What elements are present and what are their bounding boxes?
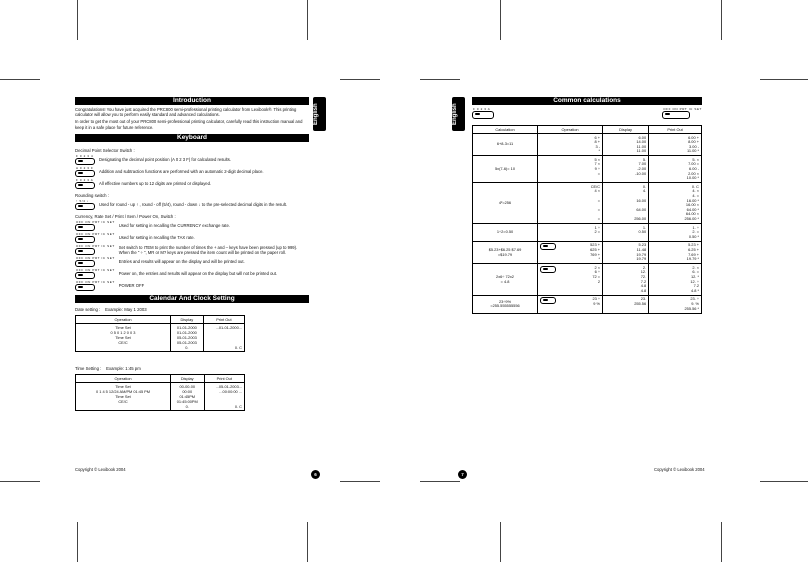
switch-ticks: OFF ON PRT IC SET (76, 219, 115, 224)
switch-ticks: OFF ON PRT IC SET (76, 279, 115, 284)
mode-switch-icon (75, 272, 95, 279)
currency-item: OFF ON PRT IC SET POWER OFF (75, 281, 309, 291)
switch-ticks: A 0 2 3 F (76, 165, 94, 170)
decimal-switch-icon (75, 158, 95, 165)
switch-ticks: ↑ 5/4 ↓ (76, 198, 90, 203)
time-setting-label: Time Setting : Example: 1:45 pm (75, 365, 141, 371)
copyright-left: Copyright © Lexibook 2004 (75, 467, 126, 472)
switch-ticks: F 0 2 3 A (473, 107, 491, 111)
switch-ticks: OFF ON PRT IC SET (76, 267, 115, 272)
table-row: 23÷9% =255.555555556 23 ÷ 9 % 23. 255.56 23. ÷ 9. % 255.56 * (473, 295, 702, 313)
mode-switch-icon (75, 260, 95, 267)
introduction-heading: Introduction (75, 97, 309, 105)
switch-icon (540, 266, 556, 273)
mode-switch-icon (75, 236, 95, 243)
date-setting-table: Operation Display Print Out Time Set 0 5 0 1 2 0 0 3 Time Set CE/C 01-01-2000 01-01-2000 05-01-2003 05-01-2003 0. ...01-01-2000... 0. C (75, 315, 245, 352)
switch-ticks: OFF ON PRT IC SET (76, 255, 115, 260)
decimal-switch-icon (75, 170, 95, 177)
decimal-item: F 0 2 3 4 Designating the decimal point position (A 0 2 3 F) for calculated results. (75, 155, 309, 165)
switch-icon (540, 243, 556, 250)
crop-mark (420, 481, 460, 482)
language-tab-left: English (313, 97, 326, 131)
copyright-right: Copyright © Lexibook 2004 (654, 467, 705, 472)
decimal-switch-icon (472, 111, 494, 119)
crop-mark (500, 522, 501, 562)
switch-ticks: F 0 2 3 A (76, 177, 94, 182)
calendar-heading: Calendar And Clock Setting (75, 295, 309, 303)
table-row: 2x6÷ 72x2 = 4.8 2 × 6 ÷ 72 = 2 2. 12. 72. 7.2 4.8 4.8 2. × 6. = 12. * 12. ÷ 7.2 4.8 * (473, 264, 702, 296)
right-page (472, 97, 702, 314)
currency-item: OFF ON PRT IC SET Power on, the entries and results will appear on the display but will not be printed out. (75, 269, 309, 279)
intro-paragraph-1: Congratulations! You have just acquired the PRC800 semi-professional printing calculator from Lexibook®. This printing calculator will allow you to perform easily standard and advanced calculations. (75, 107, 297, 118)
rounding-switch-icon (75, 203, 95, 210)
crop-mark (0, 79, 40, 80)
mode-switch-icon (75, 284, 95, 291)
crop-mark (721, 0, 722, 40)
table-row: 4²=256 CE/C 4 × = = = 0. 4. 16.00 64.00 256.00 0. C 4. × 4. = 16.00 * 16.00 × 64.00 * 64.00 × 256.00 * (473, 183, 702, 224)
top-switches (472, 108, 702, 119)
left-page (75, 97, 309, 411)
time-setting-table: Operation Display Print Out Time Set 0 1 4 5 12/24 AM/PM 01:45 PM Time Set CE/C 00-00-00 00:00 01:45PM 01:45:00PM 0. ...05-01-2003... ...00:00:00 ... 0. C (75, 374, 245, 411)
crop-mark (77, 0, 78, 40)
crop-mark (0, 481, 40, 482)
crop-mark (77, 522, 78, 562)
intro-paragraph-2: In order to get the most out of your PRC800 semi-professional printing calculator, carefully read this instruction manual and keep it in a safe place for future reference. (75, 119, 303, 130)
crop-mark (307, 522, 308, 562)
table-row: 1÷2=0.50 1 ÷ 2 = 1. 0.50 1. ÷ 2. = 0.50 * (473, 224, 702, 242)
crop-mark (420, 79, 460, 80)
switch-ticks: OFF ON PRT IC SET (663, 107, 702, 111)
switch-icon (540, 297, 556, 304)
crop-mark (307, 0, 308, 40)
switch-ticks: F 0 2 3 4 (76, 153, 94, 158)
currency-item: OFF ON PRT IC SET Entries and results will appear on the display and will be printed out. (75, 257, 309, 267)
crop-mark (340, 79, 380, 80)
page-number-right: 7 (458, 470, 467, 479)
currency-item: OFF ON PRT IC SET Used for setting in recalling the CURRENCY exchange rate. (75, 221, 309, 231)
table-row: 5x(7-6)= 10 5 × 7 × 9 ÷ = 5. 7.00 -2.00 -10.00 5. × 7.00 = 6.00 - 2.00 × 10.00 * (473, 156, 702, 183)
mode-switch-icon (662, 111, 690, 119)
crop-mark (721, 522, 722, 562)
mode-switch-icon (75, 224, 95, 231)
switch-ticks: OFF ON PRT IC SET (76, 231, 115, 236)
switch-ticks: OFF ON PRT IC SET (76, 243, 115, 248)
currency-item: OFF ON PRT IC SET Used for setting in recalling the TAX rate. (75, 233, 309, 243)
currency-item: OFF ON PRT IC SET Set switch to ITEM to print the number of times the + and – keys have been pressed (up to 999). When the " ÷ ", MR or M? keys are pressed the item count will be printed on the paper roll. (76, 243, 298, 255)
common-calculations-heading: Common calculations (472, 97, 702, 105)
crop-mark (760, 481, 808, 482)
date-setting-label: Date setting : Example: May 1 2003 (75, 306, 147, 312)
rounding-heading: Rounding switch : (75, 192, 109, 198)
mode-switch-icon (75, 248, 95, 255)
crop-mark (760, 79, 808, 80)
rounding-item: ↑ 5/4 ↓ Used for round - up ↑ , round - off (5/4), round - down ↓ to the pre-selected decimal digits in the result. (75, 200, 309, 210)
keyboard-heading: Keyboard (75, 134, 309, 142)
decimal-switch-icon (75, 182, 95, 189)
table-row: 6+8-3=11 6 + 8 + 3 - * 6.00 14.00 11.00 11.00 6.00 + 8.00 + 3.00 - 11.00 * (473, 134, 702, 156)
decimal-item: A 0 2 3 F Addition and subtraction functions are performed with an automatic 2-digit decimal place. (75, 167, 309, 177)
decimal-heading: Decimal Point Selector Switch : (75, 147, 135, 153)
currency-heading: Currency, Rate Set / Print / Item / Power On, Switch : (75, 213, 176, 219)
decimal-item: F 0 2 3 A All effective numbers up to 12 digits are printed or displayed. (75, 179, 309, 189)
crop-mark (340, 481, 380, 482)
crop-mark (500, 0, 501, 40)
common-calculations-table: Calculation Operation Display Print Out 6+8-3=11 6 + 8 + 3 - * 6.00 14.00 11.00 11.00 6.00 + 8.00 + 3.00 - 11.00 * 5x(7-6)= 10 5 × 7 × 9 ÷ = 5. 7.00 -2.00 -10.00 5. × 7.00 = 6.00 - 2.00 × 10.00 * 4²=256 CE/C 4 × = = = 0. 4. 16.00 64.00 256.00 0. C 4. × 4. = 16.00 * 16.00 × 64.00 * 64.00 × 256.00 * 1÷2=0.50 1 ÷ 2 = 1. 0.50 1. ÷ 2. = 0.50 * $5.23+$6.25 $7.69 =$19.79 523 + 625 + 769 + * 5.23 11.48 19.79 19.79 5.23 + 6.25 + 7.69 + 19.79 * 2x6÷ 72x2 = 4.8 2 × 6 ÷ 72 = 2 2. 12. 72. 7.2 4.8 4.8 2. × 6. = 12. * 12. ÷ 7.2 4.8 * 23÷9% =255.555555556 23 ÷ 9 % 23. 255.56 23. ÷ 9. % 255.56 * (472, 125, 702, 314)
language-tab-right: English (452, 97, 465, 131)
page-number-left: 6 (311, 470, 320, 479)
table-row: $5.23+$6.25 $7.69 =$19.79 523 + 625 + 769 + * 5.23 11.48 19.79 19.79 5.23 + 6.25 + 7.69 + 19.79 * (473, 241, 702, 263)
